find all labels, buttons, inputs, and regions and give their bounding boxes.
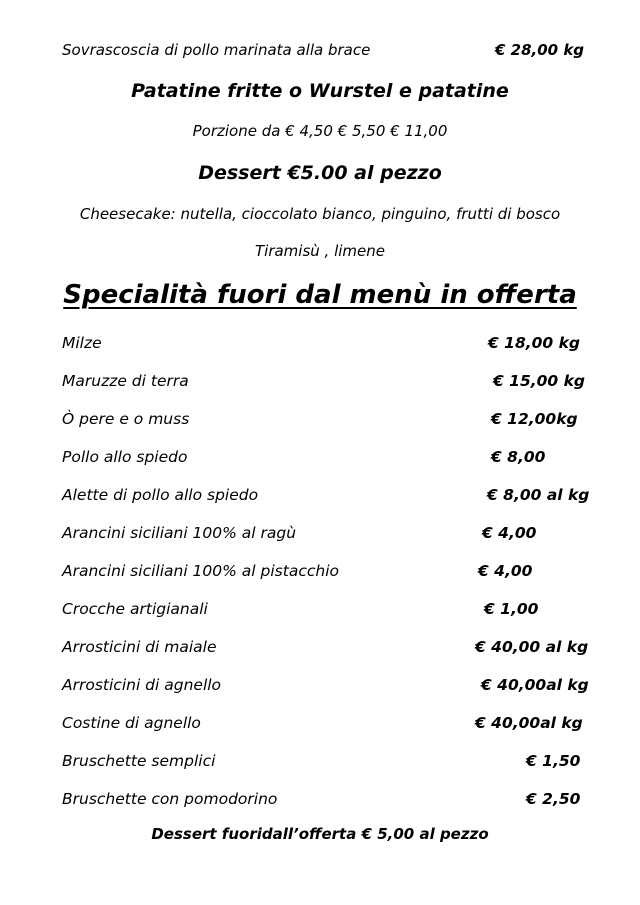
special-item-name: Pollo allo spiedo bbox=[62, 448, 188, 466]
top-item-price: € 28,00 kg bbox=[495, 41, 585, 59]
dessert-tiramisu: Tiramisù , limene bbox=[254, 242, 385, 260]
special-item-price: € 8,00 al kg bbox=[487, 486, 590, 504]
special-item-name: Bruschette con pomodorino bbox=[62, 790, 278, 808]
fries-portion: Porzione da € 4,50 € 5,50 € 11,00 bbox=[192, 122, 448, 140]
special-item-name: Crocche artigianali bbox=[62, 600, 208, 618]
special-item-name: Arrosticini di agnello bbox=[62, 676, 222, 694]
special-item-price: € 15,00 kg bbox=[493, 372, 586, 390]
dessert-cheesecake: Cheesecake: nutella, cioccolato bianco, pinguino, frutti di bosco bbox=[79, 205, 561, 223]
special-item-price: € 1,00 bbox=[484, 600, 539, 618]
special-item-name: Alette di pollo allo spiedo bbox=[62, 486, 259, 504]
special-item-name: Bruschette semplici bbox=[62, 752, 216, 770]
specials-heading: Specialità fuori dal menù in offerta bbox=[63, 280, 577, 310]
top-item-name: Sovrascoscia di pollo marinata alla brace bbox=[62, 41, 371, 59]
special-item-price: € 4,00 bbox=[478, 562, 533, 580]
special-item-name: Arancini siciliani 100% al ragù bbox=[62, 524, 297, 542]
special-item-price: € 40,00al kg bbox=[475, 714, 583, 732]
special-item-name: Milze bbox=[62, 334, 102, 352]
special-item-name: Ò pere e o muss bbox=[62, 410, 190, 428]
special-item-name: Arrosticini di maiale bbox=[62, 638, 217, 656]
fries-heading: Patatine fritte o Wurstel e patatine bbox=[131, 80, 509, 102]
special-item-price: € 4,00 bbox=[482, 524, 537, 542]
special-item-name: Maruzze di terra bbox=[62, 372, 189, 390]
dessert-heading: Dessert €5.00 al pezzo bbox=[198, 162, 442, 184]
special-item-price: € 1,50 bbox=[526, 752, 581, 770]
special-item-price: € 18,00 kg bbox=[488, 334, 581, 352]
special-item-name: Costine di agnello bbox=[62, 714, 201, 732]
special-item-price: € 12,00kg bbox=[491, 410, 578, 428]
special-item-price: € 40,00 al kg bbox=[475, 638, 589, 656]
special-item-price: € 2,50 bbox=[526, 790, 581, 808]
special-item-price: € 40,00al kg bbox=[481, 676, 589, 694]
special-item-price: € 8,00 bbox=[491, 448, 546, 466]
bottom-note: Dessert fuoridall’offerta € 5,00 al pezzo bbox=[151, 825, 489, 843]
special-item-name: Arancini siciliani 100% al pistacchio bbox=[62, 562, 339, 580]
